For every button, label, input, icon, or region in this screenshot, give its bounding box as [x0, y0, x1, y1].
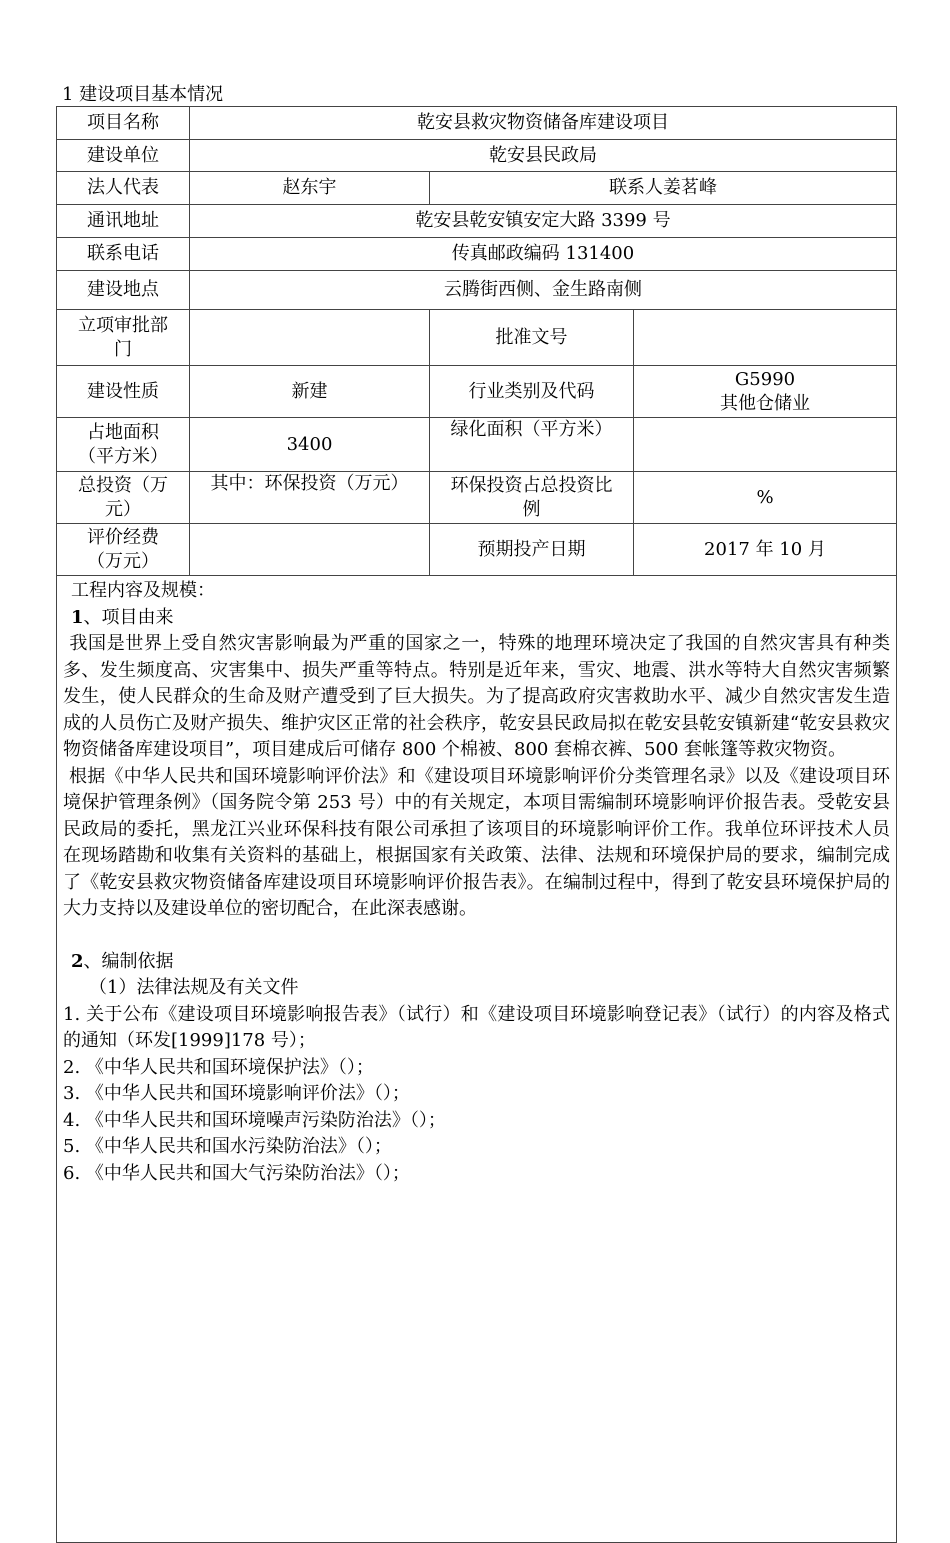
phone-label: 联系电话: [57, 238, 190, 271]
green-value: [634, 418, 897, 472]
start-date-value: 2017 年 10 月: [634, 524, 897, 576]
industry-value: [634, 366, 897, 418]
section-title: 1 建设项目基本情况: [62, 84, 224, 105]
project-name-value: 乾安县救灾物资储备库建设项目: [190, 107, 897, 140]
approval-doc-label: 批准文号: [430, 310, 634, 366]
unit-label: 建设单位: [57, 140, 190, 172]
section-2-number: 2: [71, 950, 84, 972]
fee-label: [57, 524, 190, 576]
invest-label-line1: 总投资（万: [78, 474, 168, 496]
contact-value: 联系人姜茗峰: [430, 172, 897, 205]
list-item: 1. 关于公布《建设项目环境影响报告表》（试行）和《建设项目环境影响登记表》（试行）的内容及格式的通知（环发[1999]178 号）；: [63, 1003, 890, 1051]
env-invest-label: 其中：环保投资（万元）: [190, 472, 430, 524]
list-item: 5. 《中华人民共和国水污染防治法》（）；: [63, 1136, 392, 1157]
paragraph-1: [63, 631, 890, 764]
section-1-title: 、项目由来: [83, 606, 174, 628]
approval-dept-label: [57, 310, 190, 366]
nature-value: 新建: [190, 366, 430, 418]
approval-dept-label-line2: 门: [114, 338, 132, 360]
approval-dept-label-line1: 立项审批部: [78, 314, 168, 336]
location-value: 云腾街西侧、金生路南侧: [190, 271, 897, 310]
env-ratio-label-line1: 环保投资占总投资比: [450, 474, 613, 496]
area-label: [57, 418, 190, 472]
start-date-label: 预期投产日期: [430, 524, 634, 576]
area-value: 3400: [190, 418, 430, 472]
area-label-line2: （平方米）: [78, 445, 168, 467]
project-content: [57, 576, 897, 1543]
approval-dept-value: [190, 310, 430, 366]
approval-doc-value: [634, 310, 897, 366]
list-item: 3. 《中华人民共和国环境影响评价法》（）；: [63, 1083, 410, 1104]
content-heading: 工程内容及规模：: [71, 580, 215, 601]
address-label: 通讯地址: [57, 205, 190, 238]
env-ratio-value: %: [634, 472, 897, 524]
list-item: 4. 《中华人民共和国环境噪声污染防治法》（）；: [63, 1109, 446, 1131]
project-info-table: [56, 106, 897, 1543]
list-item: 2. 《中华人民共和国环境保护法》（）；: [63, 1056, 374, 1078]
invest-label-line2: 元）: [105, 498, 141, 520]
section-2-title: 、编制依据: [83, 950, 174, 972]
legal-rep-value: 赵东宇: [190, 172, 430, 205]
legal-rep-label: 法人代表: [57, 172, 190, 205]
section-2-heading: [63, 949, 890, 976]
fee-label-line1: 评价经费: [87, 526, 159, 548]
green-label: 绿化面积（平方米）: [430, 418, 634, 472]
unit-value: 乾安县民政局: [190, 140, 897, 172]
address-value: 乾安县乾安镇安定大路 3399 号: [190, 205, 897, 238]
area-label-line1: 占地面积: [87, 421, 159, 443]
section-1-number: 1: [71, 606, 84, 628]
industry-label: 行业类别及代码: [430, 366, 634, 418]
paragraph-2-text: 根据《中华人民共和国环境影响评价法》和《建设项目环境影响评价分类管理名录》以及《建设项目环境保护管理条例》（国务院令第 253 号）中的有关规定，本项目需编制环境影响评价报告表。受乾安县民政局的委托，黑龙江兴业环保科技有限公司承担了该项目的环境影响评价工作。我单位环评技术人员在现场踏勘和收集有关资料的基础上，根据国家有关政策、法律、法规和环境保护局的要求，编制完成了《乾安县救灾物资储备库建设项目环境影响评价报告表》。在编制过程中，得到了乾安县环境保护局的大力支持以及建设单位的密切配合，在此深表感谢。: [63, 765, 890, 919]
env-ratio-label-line2: 例: [522, 498, 541, 520]
subsection-1: （1）法律法规及有关文件: [89, 977, 299, 998]
paragraph-1-text: 我国是世界上受自然灾害影响最为严重的国家之一，特殊的地理环境决定了我国的自然灾害具有种类多、发生频度高、灾害集中、损失严重等特点。特别是近年来，雪灾、地震、洪水等特大自然灾害频繁发生，使人民群众的生命及财产遭受到了巨大损失。为了提高政府灾害救助水平、减少自然灾害发生造成的人员伤亡及财产损失、维护灾区正常的社会秩序，乾安县民政局拟在乾安县乾安镇新建“乾安县救灾物资储备库建设项目”，项目建成后可储存 800 个棉被、800 套棉衣裤、500 套帐篷等救灾物资。: [63, 633, 890, 760]
phone-value: 传真邮政编码 131400: [190, 238, 897, 271]
section-1-heading: [63, 605, 890, 632]
blank-line: [63, 923, 890, 949]
project-name-label: 项目名称: [57, 107, 190, 140]
fee-label-line2: （万元）: [87, 550, 159, 572]
paragraph-2: [63, 764, 890, 923]
location-label: 建设地点: [57, 271, 190, 310]
invest-label: [57, 472, 190, 524]
list-item: 6. 《中华人民共和国大气污染防治法》（）；: [63, 1162, 410, 1184]
industry-name: 其他仓储业: [720, 392, 810, 414]
industry-code: G5990: [734, 368, 796, 390]
env-ratio-label: [430, 472, 634, 524]
fee-value: [190, 524, 430, 576]
nature-label: 建设性质: [57, 366, 190, 418]
